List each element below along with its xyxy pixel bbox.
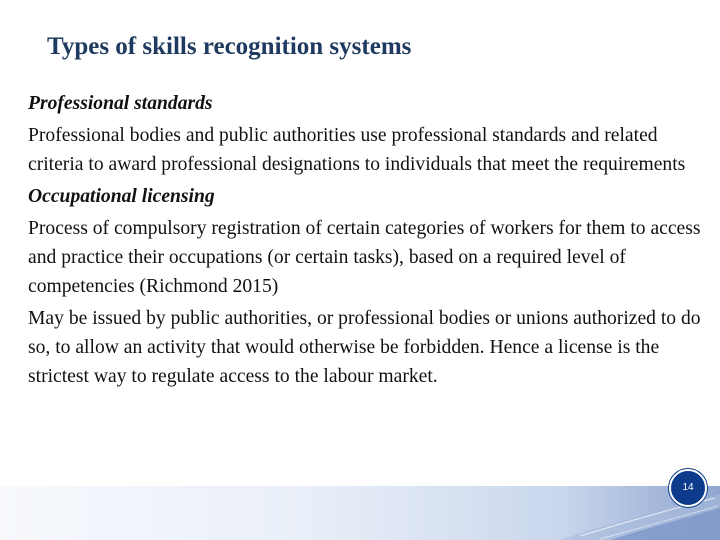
section-heading-occupational-licensing: Occupational licensing [28, 186, 215, 207]
footer-wave-decoration [0, 486, 720, 540]
section-heading-professional-standards: Professional standards [28, 93, 213, 114]
paragraph-licensing-issuers: May be issued by public authorities, or professional bodies or unions authorized to do so, to allow an activity that would otherwise be forbidden. Hence a license is the strictest way to regulate access to the labour market. [28, 308, 701, 387]
slide-body [28, 89, 708, 394]
paragraph-professional-standards: Professional bodies and public authorities use professional standards and related criteria to award professional designations to individuals that meet the requirements [28, 125, 686, 175]
footer-band [0, 486, 720, 540]
page-number-badge: 14 [669, 469, 707, 507]
paragraph-licensing-process: Process of compulsory registration of certain categories of workers for them to access and practice their occupations (or certain tasks), based on a required level of competencies (Richmond 2015) [28, 218, 701, 297]
slide-title: Types of skills recognition systems [47, 33, 412, 60]
